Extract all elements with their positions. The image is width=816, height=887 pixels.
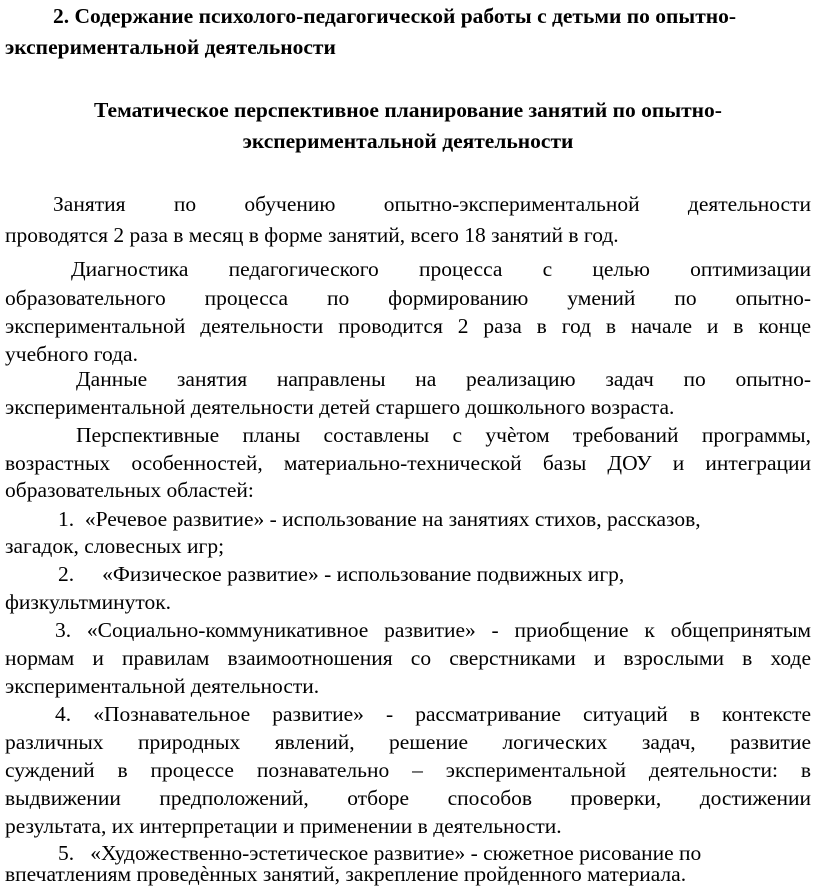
paragraph-2-line-2: образовательного процесса по формированию умений по опытно- (5, 286, 811, 310)
paragraph-1-line-1: Занятия по обучению опытно-экспериментальной деятельности (53, 192, 811, 216)
list-item-number: 4. (55, 702, 72, 726)
list-item-2-line-2: физкультминуток. (5, 590, 172, 614)
list-item-4-line-2: различных природных явлений, решение логических задач, развитие (5, 730, 811, 754)
list-item-3-line-3: экспериментальной деятельности. (5, 674, 320, 698)
list-item-2 (58, 561, 811, 587)
list-item-number: 2. (58, 562, 75, 586)
list-item-4 (55, 701, 811, 727)
list-item-text: «Физическое развитие» - использование подвижных игр, (102, 562, 625, 586)
list-item-number: 5. (58, 841, 75, 865)
paragraph-4-line-1: Перспективные планы составлены с учѐтом требований программы, (76, 423, 811, 447)
list-item-1-line-2: загадок, словесных игр; (5, 534, 225, 558)
list-item-4-line-5: результата, их интерпретации и применении в деятельности. (5, 814, 562, 838)
paragraph-3-line-2: экспериментальной деятельности детей старшего дошкольного возраста. (5, 395, 675, 419)
list-item-4-line-3: суждений в процессе познавательно – экспериментальной деятельности: в (5, 758, 811, 782)
paragraph-2-line-4: учебного года. (5, 342, 138, 366)
list-item-3 (55, 617, 811, 643)
list-item-text: «Социально-коммуникативное развитие» - приобщение к общепринятым (86, 618, 811, 642)
subheading-line-2: экспериментальной деятельности (242, 129, 574, 153)
subheading-line-1: Тематическое перспективное планирование занятий по опытно- (94, 98, 722, 122)
list-item-5-line-2: впечатлениям проведѐнных занятий, закрепление пройденного материала. (5, 862, 687, 886)
paragraph-1-line-2: проводятся 2 раза в месяц в форме занятий, всего 18 занятий в год. (5, 223, 619, 247)
section-heading-line-2: экспериментальной деятельности (5, 35, 336, 59)
list-item-text: «Речевое развитие» - использование на занятиях стихов, рассказов, (84, 507, 701, 531)
list-item-3-line-2: нормам и правилам взаимоотношения со сверстниками и взрослыми в ходе (5, 646, 811, 670)
paragraph-4-line-2: возрастных особенностей, материально-технической базы ДОУ и интеграции (5, 451, 811, 475)
paragraph-3-line-1: Данные занятия направлены на реализацию задач по опытно- (76, 367, 811, 391)
list-item-4-line-4: выдвижении предположений, отборе способов проверки, достижении (5, 786, 811, 810)
section-heading-line-1: 2. Содержание психолого-педагогической работы с детьми по опытно- (53, 4, 737, 28)
paragraph-2-line-3: экспериментальной деятельности проводится 2 раза в год в начале и в конце (5, 314, 811, 338)
paragraph-2-line-1: Диагностика педагогического процесса с целью оптимизации (71, 257, 811, 281)
list-item-text: «Познавательное развитие» - рассматривание ситуаций в контексте (93, 702, 811, 726)
list-item-number: 1. (58, 507, 75, 531)
list-item-1 (58, 506, 811, 532)
paragraph-4-line-3: образовательных областей: (5, 478, 254, 502)
list-item-number: 3. (55, 618, 72, 642)
list-item-text: «Художественно-эстетическое развитие» - сюжетное рисование по (90, 841, 702, 865)
